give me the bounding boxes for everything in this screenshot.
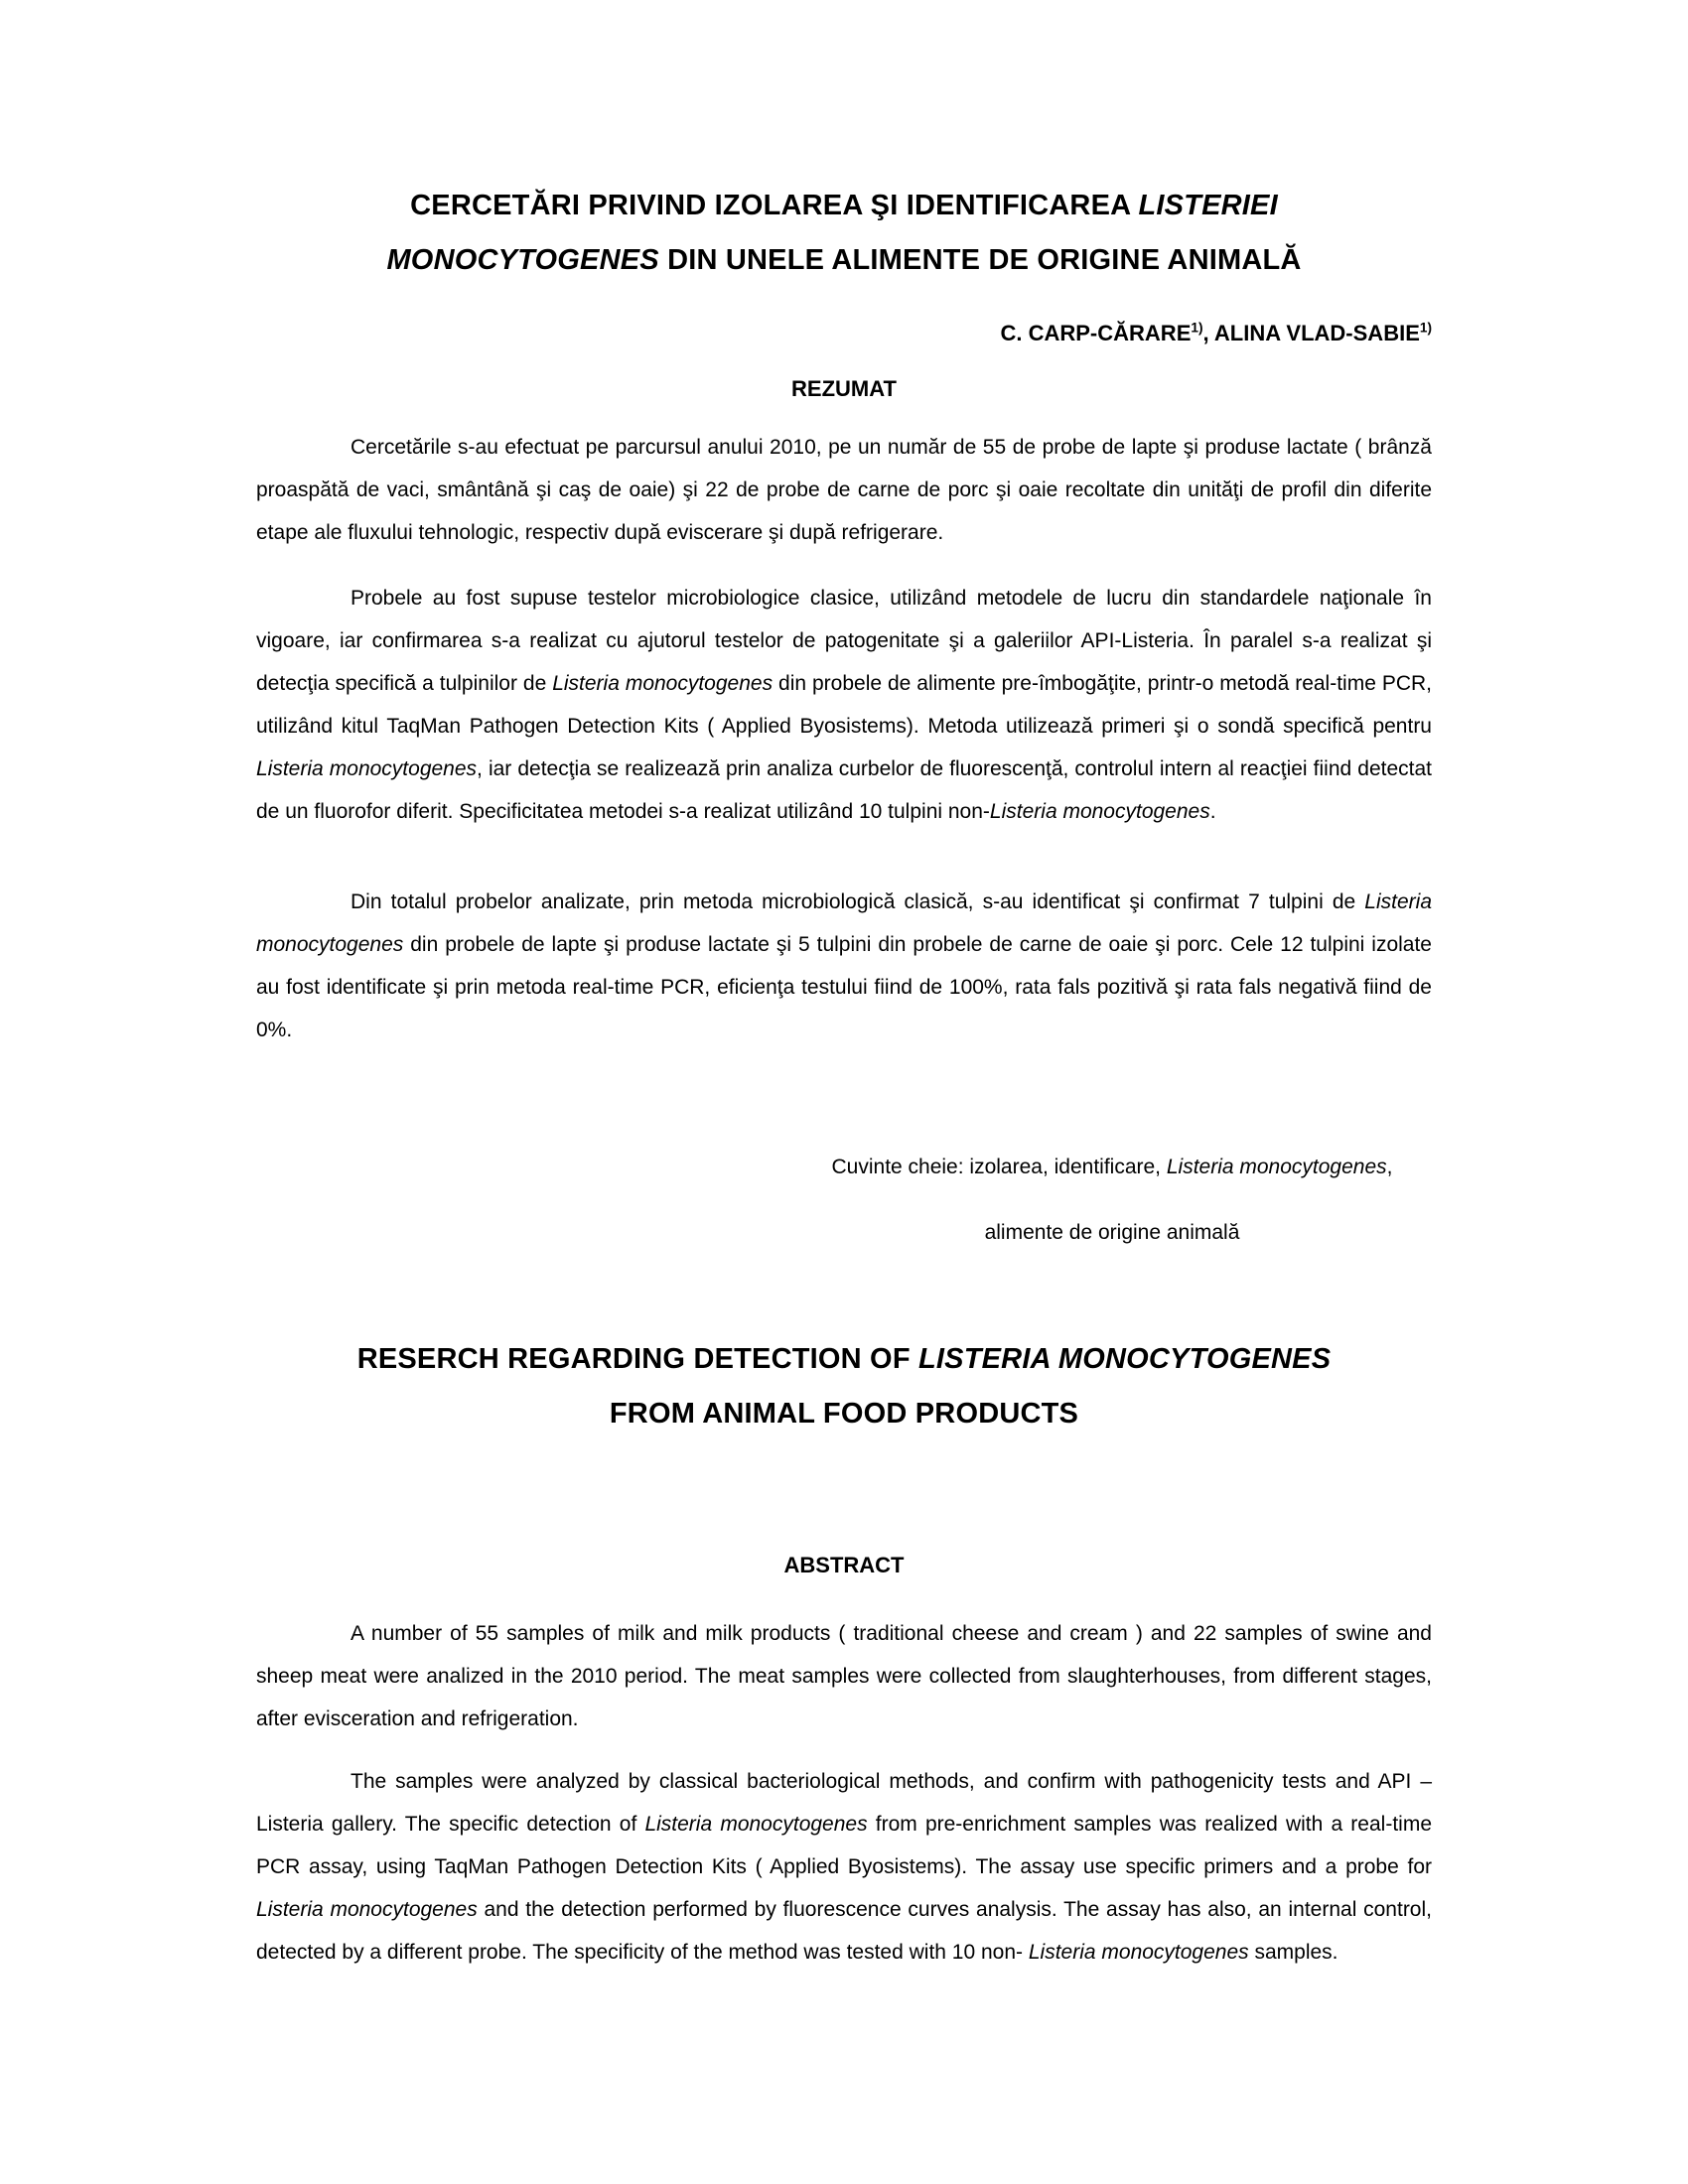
abstract-heading: ABSTRACT (783, 1553, 905, 1577)
rezumat-paragraph-1: Cercetările s-au efectuat pe parcursul anului 2010, pe un număr de 55 de probe de lapte şi produse lactate ( brânză proaspătă de vaci, smântână şi caş de oaie) şi 22 de probe de carne de porc şi oaie recoltate din unităţi de profil din diferite etape ale fluxului tehnologic, respectiv după eviscerare şi după refrigerare. (256, 436, 1432, 544)
paper-title-english-line1: RESERCH REGARDING DETECTION OF LISTERIA MONOCYTOGENES (356, 1343, 1332, 1375)
paper-title-english (256, 1332, 1432, 1441)
paper-title-romanian-line2: MONOCYTOGENES DIN UNELE ALIMENTE DE ORIGINE ANIMALĂ (386, 244, 1302, 276)
rezumat-paragraph-3: Din totalul probelor analizate, prin metoda microbiologică clasică, s-au identificat şi confirmat 7 tulpini de Listeria monocytogenes din probele de lapte şi produse lactate şi 5 tulpini din probele de carne de oaie şi porc. Cele 12 tulpini izolate au fost identificate şi prin metoda real-time PCR, eficienţa testului fiind de 100%, rata fals pozitivă şi rata fals negativă fiind de 0%. (256, 890, 1432, 1041)
abstract-paragraph-2: The samples were analyzed by classical bacteriological methods, and confirm with pathogenicity tests and API –Listeria gallery. The specific detection of Listeria monocytogenes from pre-enrichment samples was realized with a real-time PCR assay, using TaqMan Pathogen Detection Kits ( Applied Byosistems). The assay use specific primers and a probe for Listeria monocytogenes and the detection performed by fluorescence curves analysis. The assay has also, an internal control, detected by a different probe. The specificity of the method was tested with 10 non- Listeria monocytogenes samples. (256, 1770, 1432, 1964)
rezumat-heading: REZUMAT (791, 376, 897, 401)
paper-title-romanian-line1: CERCETĂRI PRIVIND IZOLAREA ŞI IDENTIFICAREA LISTERIEI (410, 190, 1278, 221)
rezumat-paragraph-2: Probele au fost supuse testelor microbiologice clasice, utilizând metodele de lucru din standardele naţionale în vigoare, iar confirmarea s-a realizat cu ajutorul testelor de patogenitate şi a galeriilor API-Listeria. În paralel s-a realizat şi detecţia specifică a tulpinilor de Listeria monocytogenes din probele de alimente pre-îmbogăţite, printr-o metodă real-time PCR, utilizând kitul TaqMan Pathogen Detection Kits ( Applied Byosistems). Metoda utilizează primeri şi o sondă specifică pentru Listeria monocytogenes, iar detecţia se realizează prin analiza curbelor de fluorescenţă, controlul intern al reacţiei fiind detectat de un fluorofor diferit. Specificitatea metodei s-a realizat utilizând 10 tulpini non-Listeria monocytogenes. (256, 587, 1432, 823)
paper-title-romanian (256, 179, 1432, 288)
authors-line: C. CARP-CĂRARE$^{1)}$, ALINA VLAD-SABIE$^{1)}$ (1000, 320, 1432, 345)
keywords-line1: Cuvinte cheie: izolarea, identificare, Listeria monocytogenes, (831, 1156, 1393, 1178)
abstract-paragraph-1: A number of 55 samples of milk and milk products ( traditional cheese and cream ) and 22 samples of swine and sheep meat were analized in the 2010 period. The meat samples were collected from slaughterhouses, from different stages, after evisceration and refrigeration. (256, 1622, 1432, 1730)
paper-title-english-line2: FROM ANIMAL FOOD PRODUCTS (609, 1398, 1079, 1430)
keywords-line2: alimente de origine animală (984, 1221, 1240, 1244)
keywords-block (715, 1135, 1509, 1266)
